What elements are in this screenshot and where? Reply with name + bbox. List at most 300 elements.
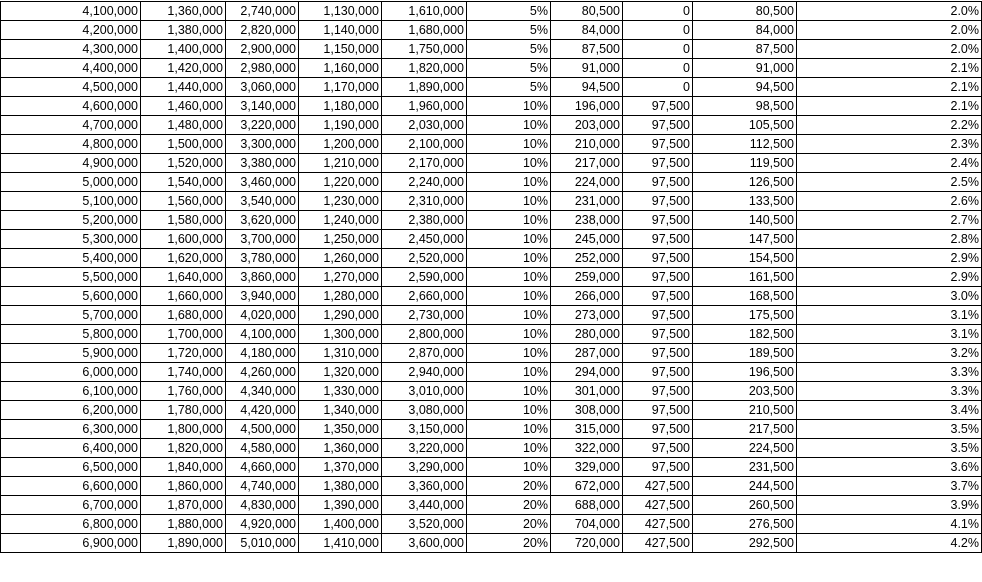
grid-cell[interactable]: 3.1% — [797, 306, 982, 325]
grid-cell[interactable]: 1,280,000 — [299, 287, 382, 306]
grid-cell[interactable]: 1,600,000 — [141, 230, 226, 249]
grid-cell[interactable]: 1,680,000 — [382, 21, 467, 40]
grid-cell[interactable]: 1,240,000 — [299, 211, 382, 230]
grid-cell[interactable]: 329,000 — [551, 458, 623, 477]
grid-cell[interactable]: 6,200,000 — [1, 401, 141, 420]
grid-cell[interactable]: 2,380,000 — [382, 211, 467, 230]
grid-cell[interactable]: 1,350,000 — [299, 420, 382, 439]
grid-cell[interactable]: 210,500 — [693, 401, 797, 420]
grid-cell[interactable]: 0 — [623, 40, 693, 59]
grid-cell[interactable]: 10% — [467, 363, 551, 382]
grid-cell[interactable]: 97,500 — [623, 458, 693, 477]
grid-cell[interactable]: 87,500 — [693, 40, 797, 59]
grid-cell[interactable]: 4.2% — [797, 534, 982, 553]
grid-cell[interactable]: 1,500,000 — [141, 135, 226, 154]
grid-cell[interactable]: 91,000 — [551, 59, 623, 78]
grid-cell[interactable]: 2,730,000 — [382, 306, 467, 325]
grid-cell[interactable]: 2.9% — [797, 268, 982, 287]
grid-cell[interactable]: 273,000 — [551, 306, 623, 325]
grid-cell[interactable]: 2,870,000 — [382, 344, 467, 363]
grid-cell[interactable]: 6,500,000 — [1, 458, 141, 477]
grid-cell[interactable]: 3,600,000 — [382, 534, 467, 553]
grid-cell[interactable]: 97,500 — [623, 401, 693, 420]
grid-cell[interactable]: 3,860,000 — [226, 268, 299, 287]
grid-cell[interactable]: 0 — [623, 78, 693, 97]
grid-cell[interactable]: 1,820,000 — [382, 59, 467, 78]
grid-cell[interactable]: 294,000 — [551, 363, 623, 382]
grid-cell[interactable]: 2.8% — [797, 230, 982, 249]
grid-cell[interactable]: 3,440,000 — [382, 496, 467, 515]
grid-cell[interactable]: 1,170,000 — [299, 78, 382, 97]
grid-cell[interactable]: 3,150,000 — [382, 420, 467, 439]
grid-cell[interactable]: 3,620,000 — [226, 211, 299, 230]
grid-cell[interactable]: 6,800,000 — [1, 515, 141, 534]
grid-cell[interactable]: 4.1% — [797, 515, 982, 534]
grid-cell[interactable]: 168,500 — [693, 287, 797, 306]
grid-cell[interactable]: 3.5% — [797, 420, 982, 439]
grid-cell[interactable]: 3,540,000 — [226, 192, 299, 211]
grid-cell[interactable]: 3,780,000 — [226, 249, 299, 268]
grid-cell[interactable]: 5,300,000 — [1, 230, 141, 249]
grid-cell[interactable]: 6,000,000 — [1, 363, 141, 382]
grid-cell[interactable]: 238,000 — [551, 211, 623, 230]
grid-cell[interactable]: 5% — [467, 2, 551, 21]
grid-cell[interactable]: 704,000 — [551, 515, 623, 534]
grid-cell[interactable]: 3,010,000 — [382, 382, 467, 401]
grid-cell[interactable]: 10% — [467, 268, 551, 287]
grid-cell[interactable]: 3,060,000 — [226, 78, 299, 97]
grid-cell[interactable]: 5% — [467, 21, 551, 40]
grid-cell[interactable]: 0 — [623, 59, 693, 78]
grid-cell[interactable]: 3,380,000 — [226, 154, 299, 173]
grid-cell[interactable]: 97,500 — [623, 211, 693, 230]
grid-cell[interactable]: 3,360,000 — [382, 477, 467, 496]
grid-cell[interactable]: 97,500 — [623, 97, 693, 116]
grid-cell[interactable]: 1,700,000 — [141, 325, 226, 344]
grid-cell[interactable]: 10% — [467, 154, 551, 173]
grid-cell[interactable]: 4,500,000 — [226, 420, 299, 439]
grid-cell[interactable]: 6,900,000 — [1, 534, 141, 553]
grid-cell[interactable]: 427,500 — [623, 477, 693, 496]
grid-cell[interactable]: 5,010,000 — [226, 534, 299, 553]
grid-cell[interactable]: 2,900,000 — [226, 40, 299, 59]
grid-cell[interactable]: 2,820,000 — [226, 21, 299, 40]
grid-cell[interactable]: 97,500 — [623, 173, 693, 192]
grid-cell[interactable]: 2,800,000 — [382, 325, 467, 344]
grid-cell[interactable]: 3.3% — [797, 382, 982, 401]
grid-cell[interactable]: 672,000 — [551, 477, 623, 496]
table-row — [1, 477, 982, 496]
grid-cell[interactable]: 5% — [467, 40, 551, 59]
grid-cell[interactable]: 280,000 — [551, 325, 623, 344]
grid-cell[interactable]: 1,460,000 — [141, 97, 226, 116]
grid-cell[interactable]: 2,660,000 — [382, 287, 467, 306]
grid-cell[interactable]: 5,700,000 — [1, 306, 141, 325]
grid-cell[interactable]: 4,580,000 — [226, 439, 299, 458]
grid-cell[interactable]: 322,000 — [551, 439, 623, 458]
grid-cell[interactable]: 4,020,000 — [226, 306, 299, 325]
grid-cell[interactable]: 4,700,000 — [1, 116, 141, 135]
grid-cell[interactable]: 1,370,000 — [299, 458, 382, 477]
grid-cell[interactable]: 1,760,000 — [141, 382, 226, 401]
grid-cell[interactable]: 20% — [467, 477, 551, 496]
grid-cell[interactable]: 1,270,000 — [299, 268, 382, 287]
grid-cell[interactable]: 94,500 — [551, 78, 623, 97]
grid-cell[interactable]: 0 — [623, 21, 693, 40]
grid-cell[interactable]: 292,500 — [693, 534, 797, 553]
grid-cell[interactable]: 1,320,000 — [299, 363, 382, 382]
grid-cell[interactable]: 4,100,000 — [1, 2, 141, 21]
grid-cell[interactable]: 1,520,000 — [141, 154, 226, 173]
table-row — [1, 534, 982, 553]
grid-cell[interactable]: 10% — [467, 192, 551, 211]
grid-cell[interactable]: 2,030,000 — [382, 116, 467, 135]
grid-cell[interactable]: 5,800,000 — [1, 325, 141, 344]
grid-cell[interactable]: 1,140,000 — [299, 21, 382, 40]
grid-cell[interactable]: 6,700,000 — [1, 496, 141, 515]
grid-cell[interactable]: 10% — [467, 439, 551, 458]
grid-cell[interactable]: 4,100,000 — [226, 325, 299, 344]
grid-cell[interactable]: 3,080,000 — [382, 401, 467, 420]
grid-cell[interactable]: 2,170,000 — [382, 154, 467, 173]
grid-cell[interactable]: 720,000 — [551, 534, 623, 553]
grid-cell[interactable]: 1,680,000 — [141, 306, 226, 325]
grid-cell[interactable]: 3.9% — [797, 496, 982, 515]
grid-cell[interactable]: 2.0% — [797, 21, 982, 40]
grid-cell[interactable]: 301,000 — [551, 382, 623, 401]
grid-cell[interactable]: 2.3% — [797, 135, 982, 154]
grid-cell[interactable]: 203,000 — [551, 116, 623, 135]
grid-cell[interactable]: 10% — [467, 230, 551, 249]
grid-cell[interactable]: 6,600,000 — [1, 477, 141, 496]
grid-cell[interactable]: 1,540,000 — [141, 173, 226, 192]
grid-cell[interactable]: 3.4% — [797, 401, 982, 420]
grid-cell[interactable]: 4,340,000 — [226, 382, 299, 401]
grid-cell[interactable]: 189,500 — [693, 344, 797, 363]
grid-cell[interactable]: 1,780,000 — [141, 401, 226, 420]
grid-cell[interactable]: 1,640,000 — [141, 268, 226, 287]
grid-cell[interactable]: 1,420,000 — [141, 59, 226, 78]
grid-cell[interactable]: 1,860,000 — [141, 477, 226, 496]
grid-cell[interactable]: 2,940,000 — [382, 363, 467, 382]
grid-cell[interactable]: 2,590,000 — [382, 268, 467, 287]
grid-cell[interactable]: 1,390,000 — [299, 496, 382, 515]
grid-cell[interactable]: 2.5% — [797, 173, 982, 192]
grid-cell[interactable]: 1,890,000 — [141, 534, 226, 553]
grid-cell[interactable]: 1,360,000 — [141, 2, 226, 21]
grid-cell[interactable]: 210,000 — [551, 135, 623, 154]
grid-cell[interactable]: 1,580,000 — [141, 211, 226, 230]
grid-cell[interactable]: 5,200,000 — [1, 211, 141, 230]
grid-cell[interactable]: 5,500,000 — [1, 268, 141, 287]
grid-cell[interactable]: 80,500 — [693, 2, 797, 21]
table-row — [1, 230, 982, 249]
grid-cell[interactable]: 6,300,000 — [1, 420, 141, 439]
grid-cell[interactable]: 2.0% — [797, 2, 982, 21]
grid-cell[interactable]: 688,000 — [551, 496, 623, 515]
grid-cell[interactable]: 94,500 — [693, 78, 797, 97]
grid-cell[interactable]: 10% — [467, 211, 551, 230]
grid-cell[interactable]: 0 — [623, 2, 693, 21]
grid-cell[interactable]: 3,140,000 — [226, 97, 299, 116]
grid-cell[interactable]: 1,400,000 — [299, 515, 382, 534]
grid-cell[interactable]: 5,100,000 — [1, 192, 141, 211]
grid-cell[interactable]: 1,220,000 — [299, 173, 382, 192]
grid-cell[interactable]: 1,740,000 — [141, 363, 226, 382]
grid-cell[interactable]: 97,500 — [623, 249, 693, 268]
grid-cell[interactable]: 10% — [467, 325, 551, 344]
grid-cell[interactable]: 2,100,000 — [382, 135, 467, 154]
grid-cell[interactable]: 266,000 — [551, 287, 623, 306]
grid-cell[interactable]: 1,330,000 — [299, 382, 382, 401]
grid-cell[interactable]: 427,500 — [623, 496, 693, 515]
table-row — [1, 249, 982, 268]
grid-cell[interactable]: 1,620,000 — [141, 249, 226, 268]
grid-cell[interactable]: 1,660,000 — [141, 287, 226, 306]
grid-cell[interactable]: 133,500 — [693, 192, 797, 211]
grid-cell[interactable]: 4,300,000 — [1, 40, 141, 59]
grid-cell[interactable]: 4,830,000 — [226, 496, 299, 515]
grid-cell[interactable]: 5% — [467, 59, 551, 78]
grid-cell[interactable]: 97,500 — [623, 382, 693, 401]
grid-cell[interactable]: 5,000,000 — [1, 173, 141, 192]
grid-cell[interactable]: 1,130,000 — [299, 2, 382, 21]
table-row — [1, 344, 982, 363]
grid-cell[interactable]: 1,880,000 — [141, 515, 226, 534]
grid-cell[interactable]: 427,500 — [623, 534, 693, 553]
grid-cell[interactable]: 252,000 — [551, 249, 623, 268]
grid-cell[interactable]: 4,260,000 — [226, 363, 299, 382]
grid-cell[interactable]: 140,500 — [693, 211, 797, 230]
grid-cell[interactable]: 4,400,000 — [1, 59, 141, 78]
grid-cell[interactable]: 4,180,000 — [226, 344, 299, 363]
grid-cell[interactable]: 3.5% — [797, 439, 982, 458]
grid-cell[interactable]: 6,400,000 — [1, 439, 141, 458]
grid-cell[interactable]: 20% — [467, 496, 551, 515]
grid-cell[interactable]: 4,800,000 — [1, 135, 141, 154]
grid-cell[interactable]: 224,000 — [551, 173, 623, 192]
grid-cell[interactable]: 2,450,000 — [382, 230, 467, 249]
grid-cell[interactable]: 147,500 — [693, 230, 797, 249]
grid-cell[interactable]: 97,500 — [623, 287, 693, 306]
grid-cell[interactable]: 1,480,000 — [141, 116, 226, 135]
grid-cell[interactable]: 1,300,000 — [299, 325, 382, 344]
grid-cell[interactable]: 260,500 — [693, 496, 797, 515]
grid-cell[interactable]: 1,190,000 — [299, 116, 382, 135]
grid-cell[interactable]: 224,500 — [693, 439, 797, 458]
grid-cell[interactable]: 245,000 — [551, 230, 623, 249]
grid-cell[interactable]: 217,000 — [551, 154, 623, 173]
grid-cell[interactable]: 196,500 — [693, 363, 797, 382]
grid-cell[interactable]: 2,520,000 — [382, 249, 467, 268]
grid-cell[interactable]: 3,220,000 — [226, 116, 299, 135]
grid-cell[interactable]: 97,500 — [623, 420, 693, 439]
grid-cell[interactable]: 175,500 — [693, 306, 797, 325]
grid-cell[interactable]: 1,560,000 — [141, 192, 226, 211]
grid-cell[interactable]: 87,500 — [551, 40, 623, 59]
grid-cell[interactable]: 3.2% — [797, 344, 982, 363]
grid-cell[interactable]: 1,380,000 — [141, 21, 226, 40]
grid-cell[interactable]: 3.1% — [797, 325, 982, 344]
grid-cell[interactable]: 3,520,000 — [382, 515, 467, 534]
grid-cell[interactable]: 20% — [467, 515, 551, 534]
grid-cell[interactable]: 4,660,000 — [226, 458, 299, 477]
grid-cell[interactable]: 97,500 — [623, 344, 693, 363]
spreadsheet-body — [1, 2, 982, 553]
grid-cell[interactable]: 98,500 — [693, 97, 797, 116]
grid-cell[interactable]: 4,740,000 — [226, 477, 299, 496]
grid-cell[interactable]: 3,300,000 — [226, 135, 299, 154]
grid-cell[interactable]: 1,870,000 — [141, 496, 226, 515]
grid-cell[interactable]: 10% — [467, 401, 551, 420]
grid-cell[interactable]: 203,500 — [693, 382, 797, 401]
grid-cell[interactable]: 3,220,000 — [382, 439, 467, 458]
grid-cell[interactable]: 10% — [467, 116, 551, 135]
grid-cell[interactable]: 1,210,000 — [299, 154, 382, 173]
grid-cell[interactable]: 2.2% — [797, 116, 982, 135]
grid-cell[interactable]: 5% — [467, 78, 551, 97]
grid-cell[interactable]: 1,380,000 — [299, 477, 382, 496]
grid-cell[interactable]: 1,310,000 — [299, 344, 382, 363]
grid-cell[interactable]: 112,500 — [693, 135, 797, 154]
grid-cell[interactable]: 2.1% — [797, 97, 982, 116]
grid-cell[interactable]: 1,720,000 — [141, 344, 226, 363]
grid-cell[interactable]: 427,500 — [623, 515, 693, 534]
grid-cell[interactable]: 217,500 — [693, 420, 797, 439]
grid-cell[interactable]: 105,500 — [693, 116, 797, 135]
grid-cell[interactable]: 10% — [467, 249, 551, 268]
grid-cell[interactable]: 4,420,000 — [226, 401, 299, 420]
grid-cell[interactable]: 1,890,000 — [382, 78, 467, 97]
grid-cell[interactable]: 2.7% — [797, 211, 982, 230]
grid-cell[interactable]: 10% — [467, 306, 551, 325]
grid-cell[interactable]: 2.1% — [797, 78, 982, 97]
grid-cell[interactable]: 315,000 — [551, 420, 623, 439]
grid-cell[interactable]: 10% — [467, 97, 551, 116]
grid-cell[interactable]: 97,500 — [623, 268, 693, 287]
grid-cell[interactable]: 259,000 — [551, 268, 623, 287]
grid-cell[interactable]: 1,340,000 — [299, 401, 382, 420]
grid-cell[interactable]: 5,400,000 — [1, 249, 141, 268]
grid-cell[interactable]: 80,500 — [551, 2, 623, 21]
grid-cell[interactable]: 196,000 — [551, 97, 623, 116]
grid-cell[interactable]: 4,200,000 — [1, 21, 141, 40]
grid-cell[interactable]: 2.9% — [797, 249, 982, 268]
grid-cell[interactable]: 97,500 — [623, 116, 693, 135]
grid-cell[interactable]: 276,500 — [693, 515, 797, 534]
grid-cell[interactable]: 20% — [467, 534, 551, 553]
grid-cell[interactable]: 231,500 — [693, 458, 797, 477]
grid-cell[interactable]: 1,260,000 — [299, 249, 382, 268]
grid-cell[interactable]: 1,960,000 — [382, 97, 467, 116]
grid-cell[interactable]: 2,310,000 — [382, 192, 467, 211]
grid-cell[interactable]: 97,500 — [623, 325, 693, 344]
grid-cell[interactable]: 10% — [467, 287, 551, 306]
grid-cell[interactable]: 97,500 — [623, 363, 693, 382]
grid-cell[interactable]: 244,500 — [693, 477, 797, 496]
grid-cell[interactable]: 2,240,000 — [382, 173, 467, 192]
grid-cell[interactable]: 1,800,000 — [141, 420, 226, 439]
grid-cell[interactable]: 3.3% — [797, 363, 982, 382]
grid-cell[interactable]: 1,230,000 — [299, 192, 382, 211]
grid-cell[interactable]: 97,500 — [623, 439, 693, 458]
grid-cell[interactable]: 154,500 — [693, 249, 797, 268]
grid-cell[interactable]: 1,160,000 — [299, 59, 382, 78]
grid-cell[interactable]: 1,820,000 — [141, 439, 226, 458]
grid-cell[interactable]: 97,500 — [623, 135, 693, 154]
grid-cell[interactable]: 1,200,000 — [299, 135, 382, 154]
grid-cell[interactable]: 182,500 — [693, 325, 797, 344]
grid-cell[interactable]: 10% — [467, 382, 551, 401]
grid-cell[interactable]: 3,700,000 — [226, 230, 299, 249]
table-row — [1, 116, 982, 135]
grid-cell[interactable]: 2,980,000 — [226, 59, 299, 78]
grid-cell[interactable]: 10% — [467, 458, 551, 477]
grid-cell[interactable]: 1,410,000 — [299, 534, 382, 553]
grid-cell[interactable]: 97,500 — [623, 154, 693, 173]
table-row — [1, 401, 982, 420]
grid-cell[interactable]: 4,500,000 — [1, 78, 141, 97]
grid-cell[interactable]: 97,500 — [623, 306, 693, 325]
grid-cell[interactable]: 3.7% — [797, 477, 982, 496]
grid-cell[interactable]: 3,460,000 — [226, 173, 299, 192]
grid-cell[interactable]: 10% — [467, 344, 551, 363]
grid-cell[interactable]: 1,440,000 — [141, 78, 226, 97]
grid-cell[interactable]: 91,000 — [693, 59, 797, 78]
grid-cell[interactable]: 10% — [467, 173, 551, 192]
grid-cell[interactable]: 308,000 — [551, 401, 623, 420]
table-row — [1, 21, 982, 40]
grid-cell[interactable]: 84,000 — [551, 21, 623, 40]
grid-cell[interactable]: 2.1% — [797, 59, 982, 78]
grid-cell[interactable]: 4,900,000 — [1, 154, 141, 173]
grid-cell[interactable]: 10% — [467, 420, 551, 439]
grid-cell[interactable]: 1,840,000 — [141, 458, 226, 477]
grid-cell[interactable]: 1,750,000 — [382, 40, 467, 59]
grid-cell[interactable]: 1,180,000 — [299, 97, 382, 116]
grid-cell[interactable]: 1,150,000 — [299, 40, 382, 59]
grid-cell[interactable]: 5,900,000 — [1, 344, 141, 363]
grid-cell[interactable]: 287,000 — [551, 344, 623, 363]
grid-cell[interactable]: 84,000 — [693, 21, 797, 40]
grid-cell[interactable]: 231,000 — [551, 192, 623, 211]
grid-cell[interactable]: 1,250,000 — [299, 230, 382, 249]
grid-cell[interactable]: 3,940,000 — [226, 287, 299, 306]
grid-cell[interactable]: 2.6% — [797, 192, 982, 211]
grid-cell[interactable]: 1,610,000 — [382, 2, 467, 21]
grid-cell[interactable]: 161,500 — [693, 268, 797, 287]
grid-cell[interactable]: 119,500 — [693, 154, 797, 173]
grid-cell[interactable]: 10% — [467, 135, 551, 154]
grid-cell[interactable]: 1,360,000 — [299, 439, 382, 458]
grid-cell[interactable]: 6,100,000 — [1, 382, 141, 401]
grid-cell[interactable]: 126,500 — [693, 173, 797, 192]
grid-cell[interactable]: 2.4% — [797, 154, 982, 173]
grid-cell[interactable]: 2.0% — [797, 40, 982, 59]
grid-cell[interactable]: 1,290,000 — [299, 306, 382, 325]
grid-cell[interactable]: 2,740,000 — [226, 2, 299, 21]
grid-cell[interactable]: 4,600,000 — [1, 97, 141, 116]
grid-cell[interactable]: 3,290,000 — [382, 458, 467, 477]
grid-cell[interactable]: 5,600,000 — [1, 287, 141, 306]
grid-cell[interactable]: 4,920,000 — [226, 515, 299, 534]
grid-cell[interactable]: 3.0% — [797, 287, 982, 306]
grid-cell[interactable]: 3.6% — [797, 458, 982, 477]
grid-cell[interactable]: 1,400,000 — [141, 40, 226, 59]
grid-cell[interactable]: 97,500 — [623, 230, 693, 249]
table-row — [1, 496, 982, 515]
grid-cell[interactable]: 97,500 — [623, 192, 693, 211]
